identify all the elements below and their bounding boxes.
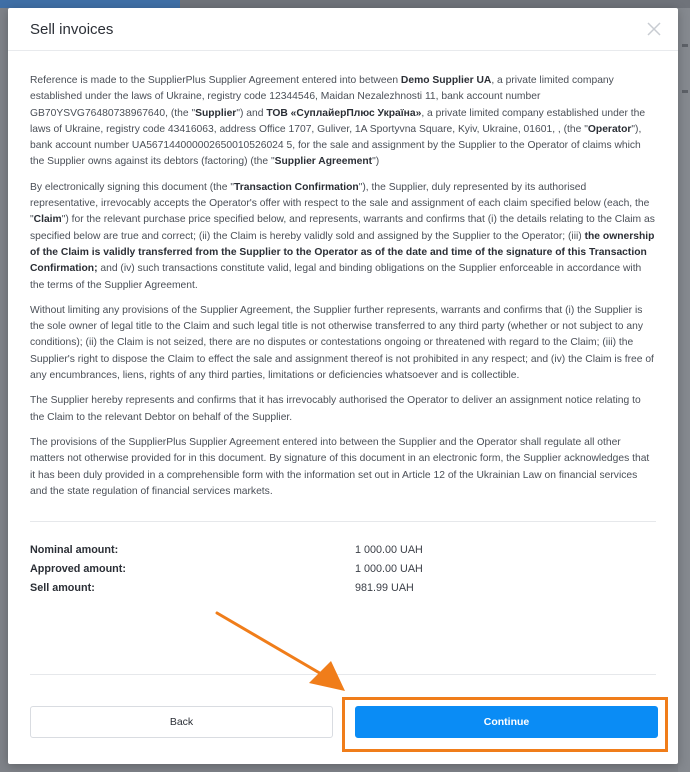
background-tab-rest <box>180 0 690 8</box>
agreement-paragraph-4: The Supplier hereby represents and confirms that it has irrevocably authorised the Operator to deliver an assignment notice relating to the Claim to the relevant Debtor on behalf of the Supplier. <box>30 395 641 423</box>
agreement-text-run: Reference is made to the SupplierPlus Supplier Agreement entered into between <box>30 75 401 86</box>
approved-amount-value: 1 000.00 UAH <box>355 562 423 575</box>
divider <box>30 521 656 522</box>
close-icon <box>644 19 664 39</box>
agreement-bold-term: Transaction Confirmation <box>233 181 359 193</box>
agreement-text-run: ") <box>372 156 380 168</box>
background-side-mark <box>682 90 688 93</box>
agreement-bold-term: the ownership of the Claim is validly transferred from the Supplier to the Operator as of the date and time of the signature of this Transaction Confirmation; <box>30 230 655 275</box>
agreement-bold-term: Demo Supplier UA <box>400 75 492 86</box>
agreement-text-run: and (iv) such transactions constitute valid, legal and binding obligations on the Supplier enforceable in accordance with the terms of the Supplier Agreement. <box>30 263 642 291</box>
back-button[interactable]: Back <box>30 706 333 738</box>
agreement-paragraph-2 <box>30 180 656 294</box>
agreement-text-run: By electronically signing this document (the " <box>30 181 234 193</box>
agreement-paragraph-5: The provisions of the SupplierPlus Supplier Agreement entered into between the Supplier and the Operator shall regulate all other matters not otherwise provided for in this document. By signature of this document in an electronic form, the Supplier acknowledges that it has been duly provided in a comprehensible form with the information set out in Article 12 of the Ukrainian Law on financial services and the state regulation of financial services markets. <box>30 436 650 497</box>
sell-amount-value: 981.99 UAH <box>355 581 414 594</box>
background-side-panel <box>678 8 690 772</box>
agreement-bold-term: Operator <box>587 123 632 135</box>
nominal-amount-row <box>30 540 656 559</box>
approved-amount-label: Approved amount: <box>30 562 126 575</box>
sell-amount-label: Sell amount: <box>30 581 95 594</box>
background-tabs <box>0 0 690 8</box>
agreement-text <box>30 73 656 500</box>
agreement-text-run: , a private limited company established under the laws of Ukraine, registry code 12344546, Maidan Nezalezhnosti 11, bank account number GB70YSVG76480738967640, (the " <box>30 75 614 119</box>
continue-button[interactable]: Continue <box>355 706 658 738</box>
approved-amount-row <box>30 559 656 578</box>
agreement-text-run: ") for the relevant purchase price specified below, and represents, warrants and confirms that (i) the details relating to the Claim as specified below are true and correct; (ii) the Claim is hereby validly sold and assigned by the Supplier to the Operator; (iii) <box>30 214 655 242</box>
nominal-amount-value: 1 000.00 UAH <box>355 543 423 556</box>
agreement-text-run: ") and <box>236 107 267 119</box>
background-tab-active <box>0 0 180 8</box>
agreement-text-run: "), the Supplier, duly represented by its authorised representative, irrevocably accepts the Operator's offer with respect to the sale and assignment of each claim specified below (each, the " <box>30 181 650 226</box>
nominal-amount-label: Nominal amount: <box>30 543 119 556</box>
sell-amount-row <box>30 578 656 597</box>
agreement-bold-term: Supplier <box>195 107 237 119</box>
amounts-summary <box>30 540 656 597</box>
modal-header <box>8 8 678 51</box>
sell-invoices-modal <box>8 8 678 764</box>
agreement-bold-term: ТОВ «СуплайерПлюс Україна» <box>266 107 422 119</box>
agreement-text-run: , a private limited company established under the laws of Ukraine, registry code 43416063, address Office 1707, Guliver, 1A Sportyvna Square, Kyiv, Ukraine, 01601, , (the " <box>30 107 646 135</box>
modal-title: Sell invoices <box>30 20 114 38</box>
modal-body <box>8 51 678 597</box>
close-button[interactable] <box>644 19 664 39</box>
background-side-mark <box>682 44 688 47</box>
footer-divider <box>30 674 656 675</box>
agreement-text-run: "), bank account number UA567144000002650010526024 5, for the sale and assignment by the Supplier to the Operator of claims which the Supplier owns against its debtors (factoring) (the " <box>30 123 642 168</box>
agreement-paragraph-3: Without limiting any provisions of the Supplier Agreement, the Supplier further represents, warrants and confirms that (i) the Supplier is the sole owner of legal title to the Claim and such legal title is not otherwise transferred to any third party (whether or not subject to any conditions); (ii) the Claim is not seized, there are no disputes or contestations ongoing or threatened with regard to the Claim; (iii) the Supplier's right to dispose the Claim to effect the sale and assignment thereof is not prohibited in any respect; and (iv) the Claim is free of any encumbrances, liens, rights of any third parties, limitations or deficiencies whatsoever and is collectible. <box>30 304 654 382</box>
agreement-bold-term: Claim <box>33 214 62 226</box>
agreement-paragraph-1 <box>30 73 656 171</box>
agreement-bold-term: Supplier Agreement <box>274 156 373 168</box>
